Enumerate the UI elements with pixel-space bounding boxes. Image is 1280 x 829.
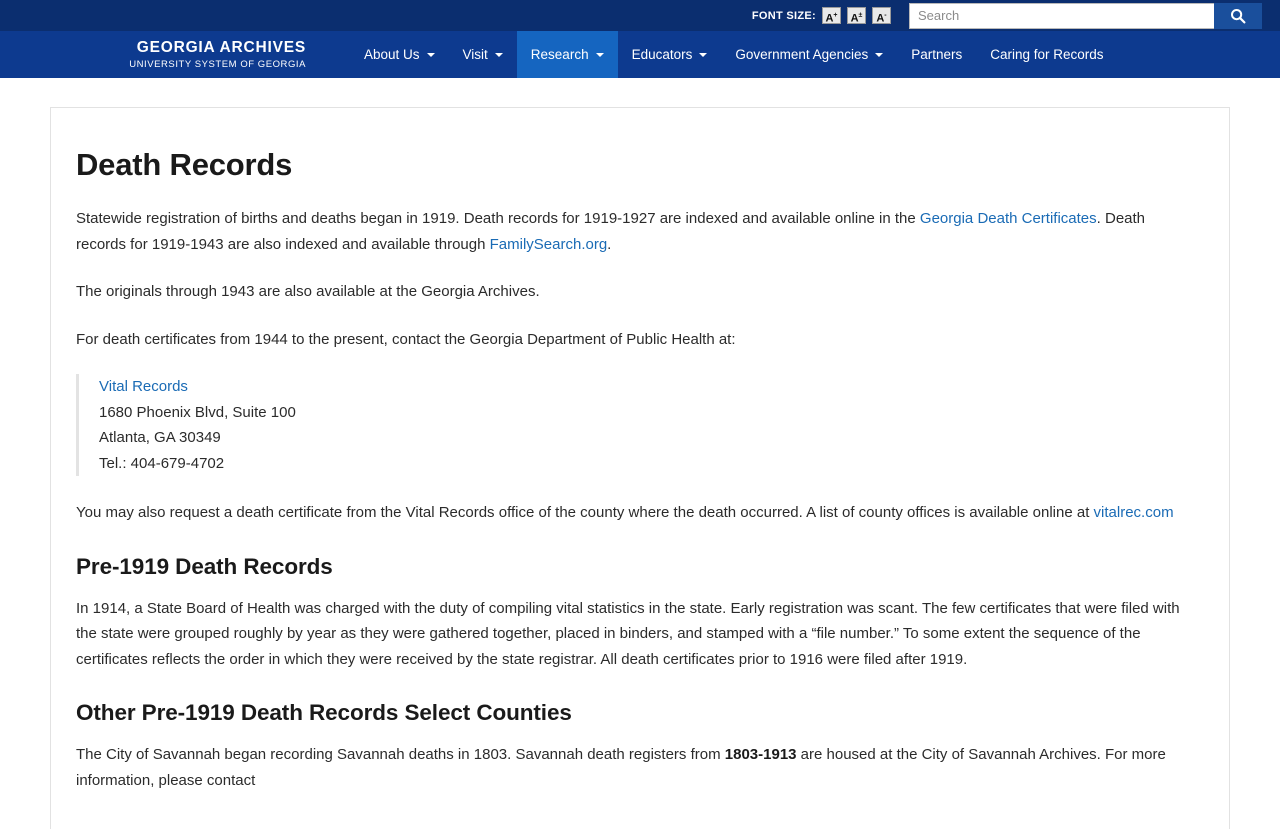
brand-title: GEORGIA ARCHIVES xyxy=(136,39,306,57)
county-request-paragraph xyxy=(76,500,1181,526)
nav-item-educators[interactable] xyxy=(618,31,722,78)
link-georgia-death-certificates[interactable]: Georgia Death Certificates xyxy=(919,210,1097,228)
savannah-text-part-2: are housed at the City of Savannah Archives. For more information, please contact xyxy=(76,746,1166,789)
nav-item-label: Visit xyxy=(462,47,488,62)
link-vital-records[interactable]: Vital Records xyxy=(99,378,188,396)
nav-item-label: Caring for Records xyxy=(990,47,1104,62)
nav-item-label: Partners xyxy=(911,47,963,62)
main-navigation xyxy=(0,31,1280,78)
intro-text-part-2: . Death records for 1919-1943 are also indexed and available through xyxy=(76,210,1146,253)
nav-item-label: Research xyxy=(530,47,589,62)
nav-item-visit[interactable] xyxy=(449,31,517,78)
address-phone: Tel.: 404-679-4702 xyxy=(99,454,225,472)
site-search xyxy=(909,3,1262,29)
contact-paragraph: For death certificates from 1944 to the present, contact the Georgia Department of Public Health at: xyxy=(76,330,736,348)
savannah-date-range: 1803-1913 xyxy=(724,746,797,764)
link-vitalrec[interactable]: vitalrec.com xyxy=(1093,504,1174,522)
chevron-down-icon xyxy=(875,53,883,57)
nav-item-list xyxy=(350,31,1118,78)
link-familysearch[interactable]: FamilySearch.org xyxy=(489,235,608,253)
chevron-down-icon xyxy=(699,53,707,57)
section-title-other-pre-1919: Other Pre-1919 Death Records Select Counties xyxy=(76,700,572,726)
search-icon xyxy=(1230,8,1246,24)
nav-item-label: Educators xyxy=(631,47,693,62)
section-title-pre-1919: Pre-1919 Death Records xyxy=(76,553,333,579)
nav-item-government-agencies[interactable] xyxy=(721,31,897,78)
brand-subtitle: UNIVERSITY SYSTEM OF GEORGIA xyxy=(129,58,306,70)
address-block xyxy=(76,374,1181,476)
address-link-row xyxy=(99,374,1181,400)
intro-text-part-3: . xyxy=(607,235,612,253)
font-size-label: FONT SIZE: xyxy=(751,9,816,22)
site-logo[interactable] xyxy=(0,31,350,78)
intro-paragraph xyxy=(76,206,1181,257)
address-street: 1680 Phoenix Blvd, Suite 100 xyxy=(99,403,296,421)
intro-text-part-1: Statewide registration of births and deaths began in 1919. Death records for 1919-1927 are indexed and available online in the xyxy=(76,210,920,228)
nav-item-partners[interactable] xyxy=(897,31,976,78)
nav-item-label: About Us xyxy=(364,47,420,62)
utility-bar xyxy=(0,0,1280,31)
font-size-reset-button[interactable]: A± xyxy=(847,7,866,24)
search-input[interactable] xyxy=(909,3,1214,29)
font-size-decrease-button[interactable]: A- xyxy=(872,7,891,24)
savannah-text-part-1: The City of Savannah began recording Savannah deaths in 1803. Savannah death registers from xyxy=(76,746,725,764)
nav-item-research[interactable] xyxy=(517,31,618,78)
page-body xyxy=(0,78,1280,829)
font-size-controls xyxy=(752,7,891,24)
font-size-increase-button[interactable]: A+ xyxy=(822,7,841,24)
address-city-state-zip: Atlanta, GA 30349 xyxy=(99,429,221,447)
nav-item-caring-for-records[interactable] xyxy=(976,31,1117,78)
nav-item-about-us[interactable] xyxy=(350,31,449,78)
nav-item-label: Government Agencies xyxy=(735,47,869,62)
chevron-down-icon xyxy=(495,53,503,57)
content-card xyxy=(50,107,1230,829)
county-request-text: You may also request a death certificate from the Vital Records office of the county where the death occurred. A list of county offices is available online at xyxy=(76,504,1094,522)
section-body-other-pre-1919 xyxy=(76,742,1181,793)
chevron-down-icon xyxy=(596,53,604,57)
originals-paragraph: The originals through 1943 are also available at the Georgia Archives. xyxy=(76,283,540,301)
section-body-pre-1919: In 1914, a State Board of Health was charged with the duty of compiling vital statistics in the state. Early registration was scant. The few certificates that were filed with the state were grouped roughly by year as they were gathered together, placed in binders, and stamped with a “file number.” To some extent the sequence of the certificates reflects the order in which they were received by the state registrar. All death certificates prior to 1916 were filed after 1919. xyxy=(76,599,1180,668)
page-title: Death Records xyxy=(76,147,293,182)
chevron-down-icon xyxy=(427,53,435,57)
search-submit-button[interactable] xyxy=(1214,3,1262,29)
